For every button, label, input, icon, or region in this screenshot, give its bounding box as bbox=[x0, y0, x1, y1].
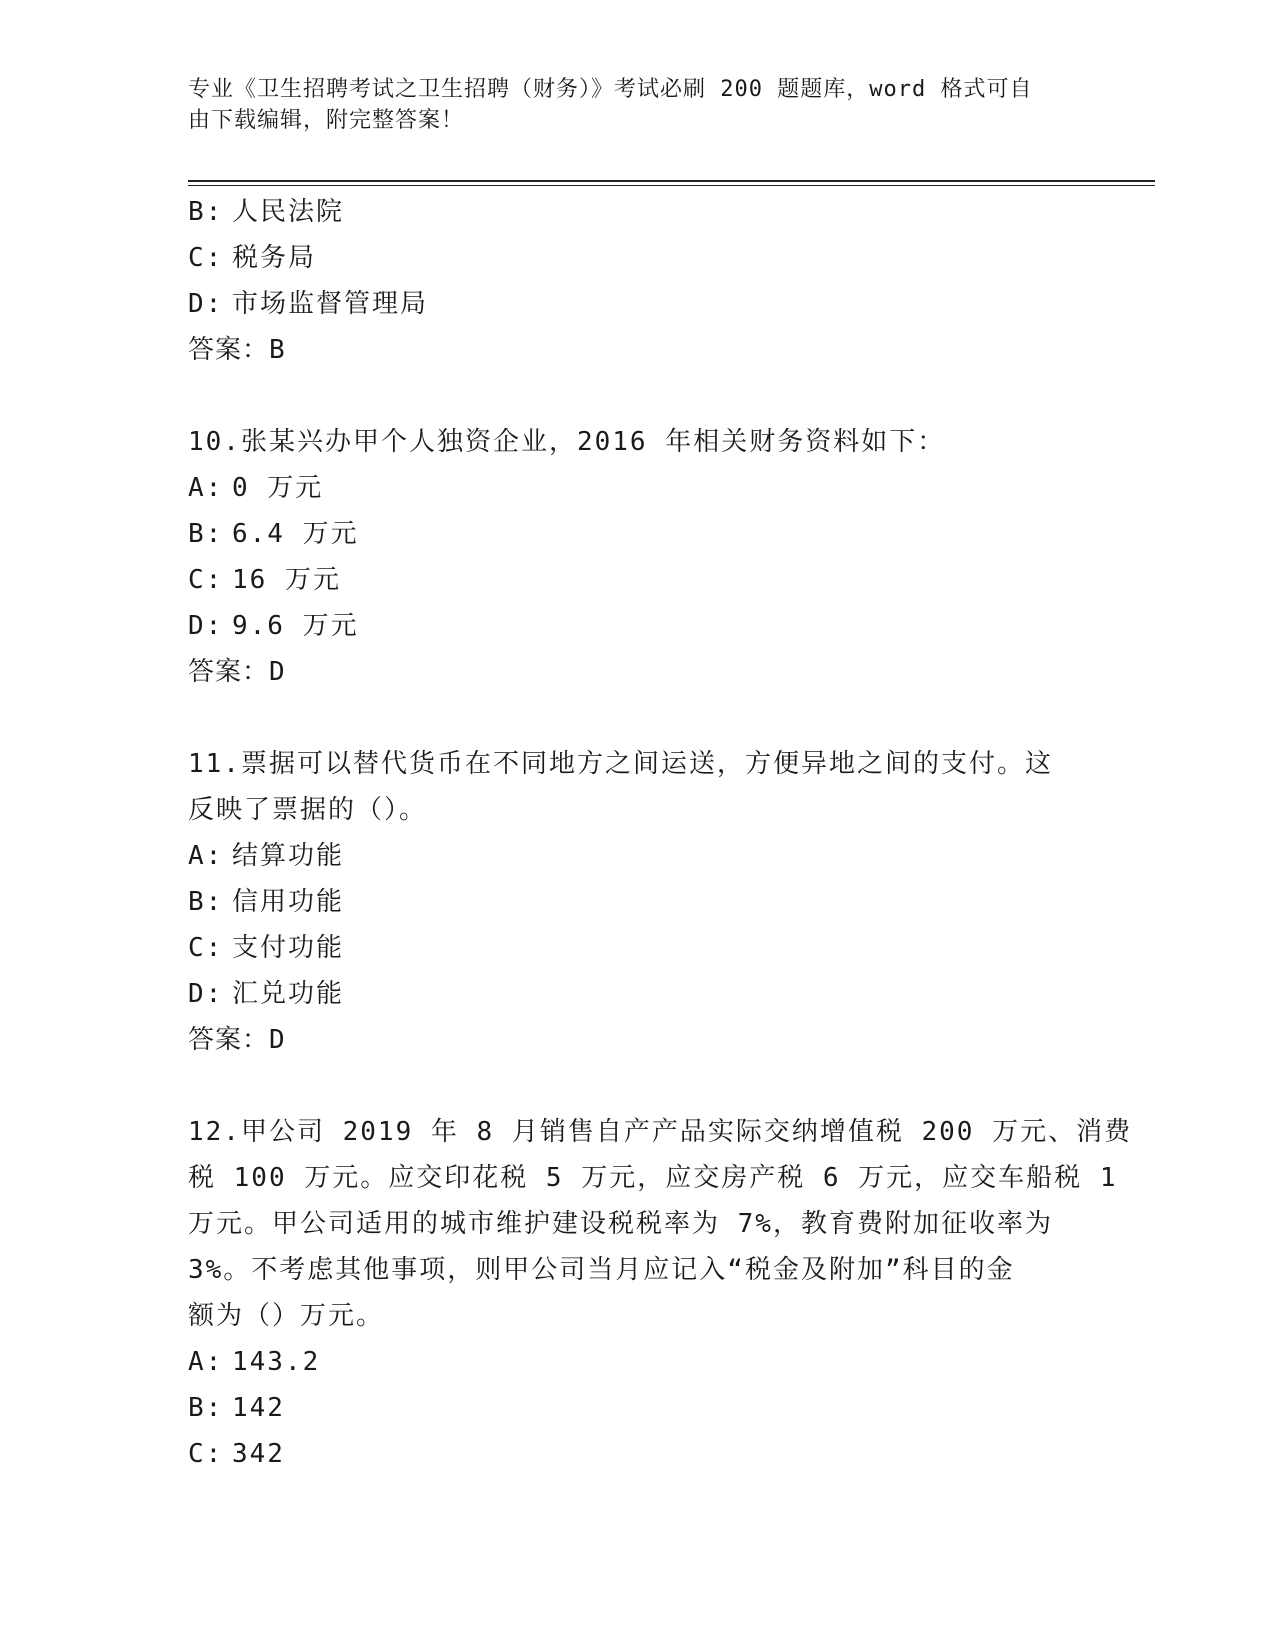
option-label: B: bbox=[188, 1393, 224, 1423]
question-11 bbox=[188, 741, 1088, 1063]
option-label: D: bbox=[188, 289, 224, 319]
question-stem: 额为（）万元。 bbox=[188, 1301, 385, 1331]
option-text: 142 bbox=[232, 1393, 285, 1423]
answer: 答案：D bbox=[188, 1025, 286, 1055]
option-text: 143.2 bbox=[232, 1347, 321, 1377]
option-label: C: bbox=[188, 243, 224, 273]
question-10 bbox=[188, 419, 1088, 695]
option-text: 6.4 万元 bbox=[232, 519, 359, 549]
spacer bbox=[188, 1063, 1088, 1109]
option-a bbox=[188, 833, 1088, 879]
option-label: A: bbox=[188, 473, 224, 503]
option-label: C: bbox=[188, 933, 224, 963]
option-c bbox=[188, 557, 1088, 603]
option-text: 信用功能 bbox=[232, 887, 345, 917]
option-d bbox=[188, 971, 1088, 1017]
option-label: C: bbox=[188, 565, 224, 595]
option-text: 市场监督管理局 bbox=[232, 289, 429, 319]
option-label: D: bbox=[188, 611, 224, 641]
spacer bbox=[188, 695, 1088, 741]
option-b bbox=[188, 511, 1088, 557]
option-d bbox=[188, 603, 1088, 649]
page-header bbox=[188, 74, 1068, 136]
option-text: 16 万元 bbox=[232, 565, 341, 595]
header-line: 由下载编辑，附完整答案！ bbox=[188, 108, 465, 133]
option-a bbox=[188, 1339, 1088, 1385]
option-d bbox=[188, 281, 1088, 327]
option-label: B: bbox=[188, 887, 224, 917]
option-text: 人民法院 bbox=[232, 197, 345, 227]
option-c bbox=[188, 925, 1088, 971]
option-b bbox=[188, 189, 1088, 235]
answer: 答案：D bbox=[188, 657, 286, 687]
question-9 bbox=[188, 189, 1088, 373]
option-text: 汇兑功能 bbox=[232, 979, 345, 1009]
option-c bbox=[188, 235, 1088, 281]
question-12 bbox=[188, 1109, 1133, 1477]
option-label: B: bbox=[188, 197, 224, 227]
question-stem: 万元。甲公司适用的城市维护建设税税率为 7%，教育费附加征收率为 bbox=[188, 1209, 1053, 1239]
question-stem: 反映了票据的（）。 bbox=[188, 795, 428, 825]
option-label: B: bbox=[188, 519, 224, 549]
option-label: D: bbox=[188, 979, 224, 1009]
question-stem: 12.甲公司 2019 年 8 月销售自产产品实际交纳增值税 200 万元、消费 bbox=[188, 1117, 1133, 1147]
option-b bbox=[188, 879, 1088, 925]
option-a bbox=[188, 465, 1088, 511]
header-divider bbox=[188, 180, 1155, 182]
option-text: 0 万元 bbox=[232, 473, 324, 503]
option-text: 税务局 bbox=[232, 243, 317, 273]
option-label: C: bbox=[188, 1439, 224, 1469]
option-label: A: bbox=[188, 841, 224, 871]
answer: 答案：B bbox=[188, 335, 286, 365]
header-line: 专业《卫生招聘考试之卫生招聘（财务）》考试必刷 200 题题库，word 格式可自 bbox=[188, 77, 1033, 102]
question-stem: 11.票据可以替代货币在不同地方之间运送，方便异地之间的支付。这 bbox=[188, 749, 1053, 779]
option-text: 342 bbox=[232, 1439, 285, 1469]
option-label: A: bbox=[188, 1347, 224, 1377]
option-text: 9.6 万元 bbox=[232, 611, 359, 641]
header-divider-thin bbox=[188, 185, 1155, 186]
question-stem: 税 100 万元。应交印花税 5 万元，应交房产税 6 万元，应交车船税 1 bbox=[188, 1163, 1118, 1193]
spacer bbox=[188, 373, 1088, 419]
option-text: 结算功能 bbox=[232, 841, 345, 871]
question-stem: 10.张某兴办甲个人独资企业，2016 年相关财务资料如下： bbox=[188, 427, 946, 457]
option-text: 支付功能 bbox=[232, 933, 345, 963]
option-b bbox=[188, 1385, 1088, 1431]
question-stem: 3%。不考虑其他事项，则甲公司当月应记入“税金及附加”科目的金 bbox=[188, 1255, 1015, 1285]
question-list bbox=[188, 189, 1133, 1477]
option-c bbox=[188, 1431, 1088, 1477]
